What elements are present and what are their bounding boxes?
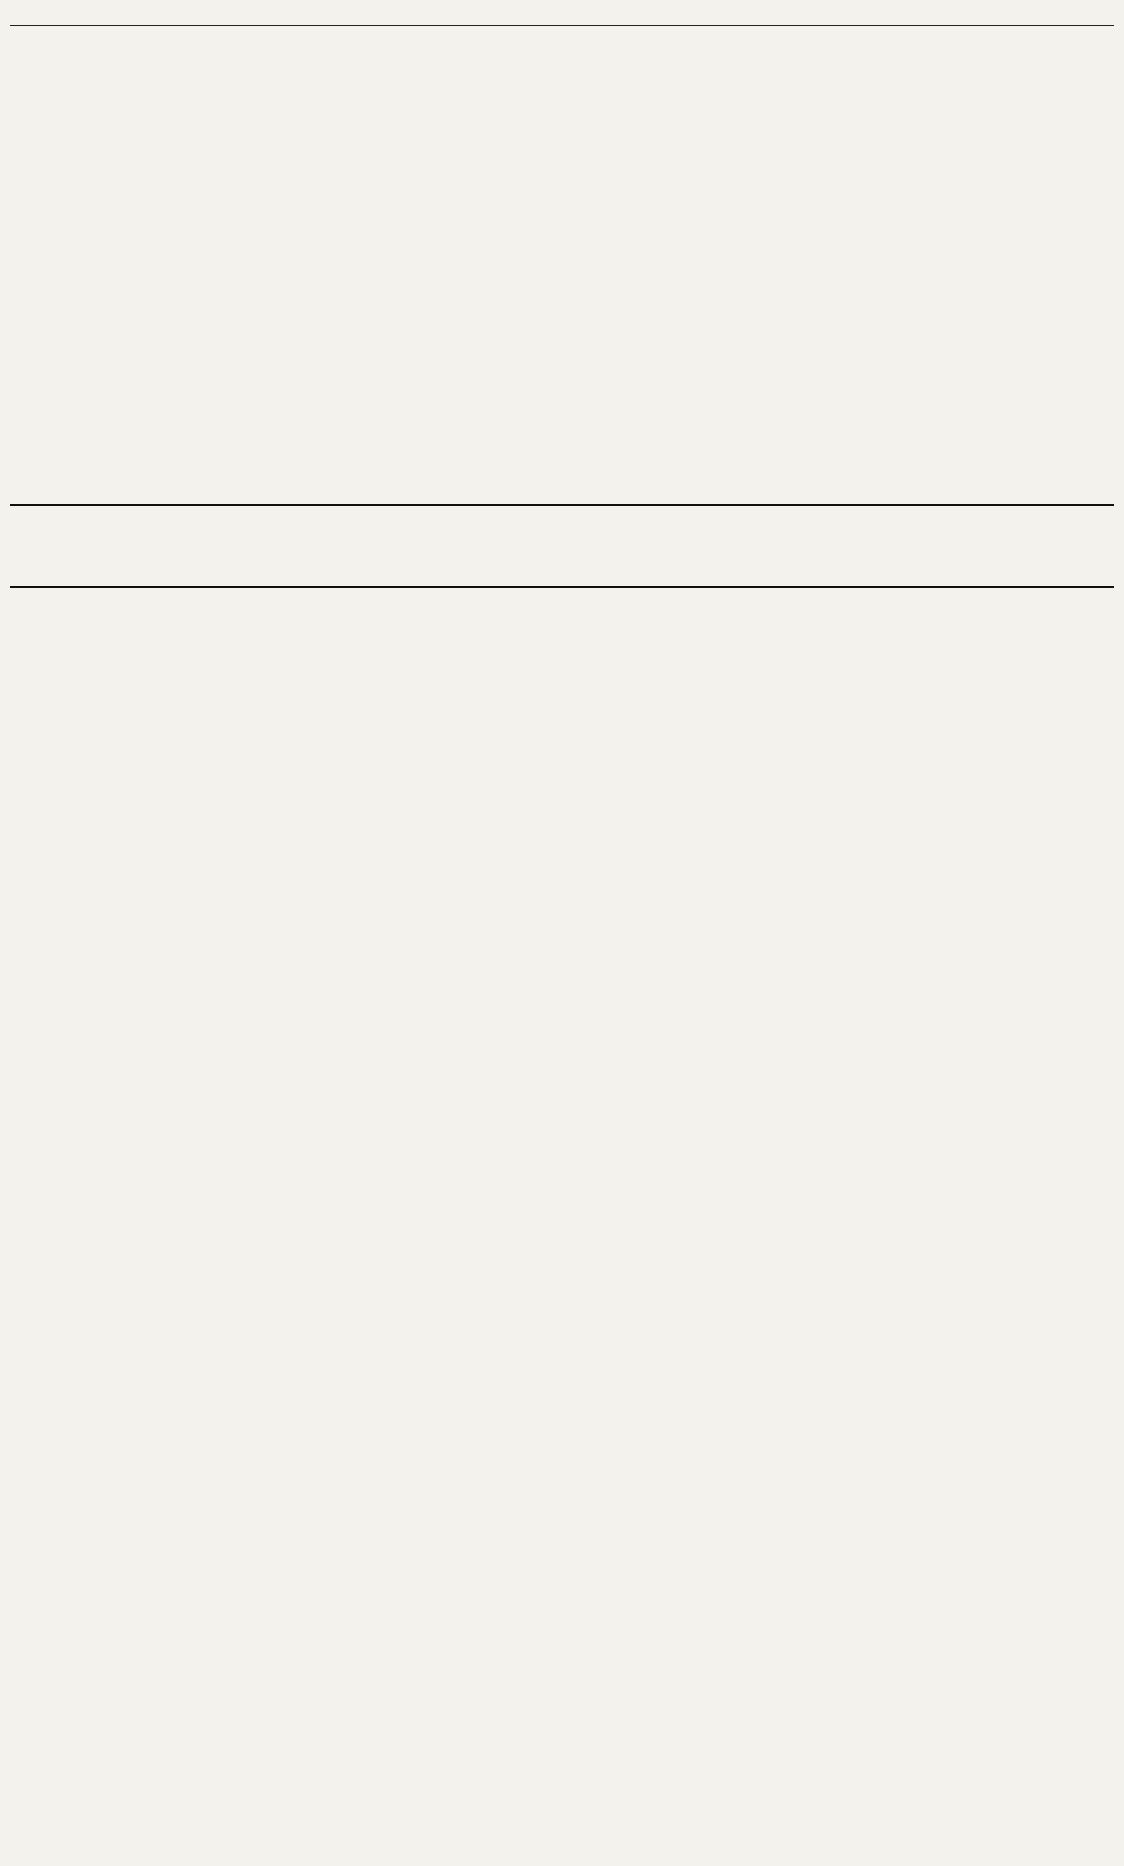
guide-banner <box>10 506 1114 588</box>
masthead <box>10 8 1114 26</box>
help-wanted-section <box>10 26 1114 506</box>
service-guide-section <box>10 588 1114 1850</box>
